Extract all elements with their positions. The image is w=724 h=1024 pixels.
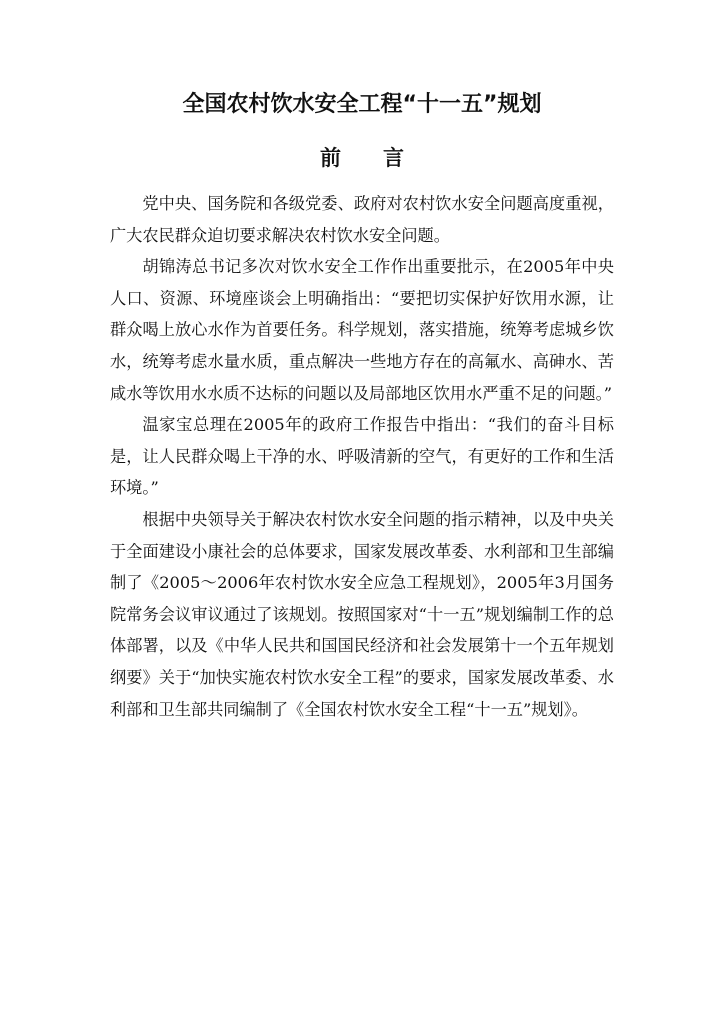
- paragraph-3: 温家宝总理在2005年的政府工作报告中指出：“我们的奋斗目标是，让人民群众喝上干净的水、呼吸清新的空气，有更好的工作和生活环境。”: [110, 415, 614, 498]
- section-heading-char-2: 言: [383, 146, 404, 170]
- paragraph-4: 根据中央领导关于解决农村饮水安全问题的指示精神，以及中央关于全面建设小康社会的总体要求，国家发展改革委、水利部和卫生部编制了《2005～2006年农村饮水安全应急工程规划》，2005年3月国务院常务会议审议通过了该规划。按照国家对“十一五”规划编制工作的总体部署，以及《中华人民共和国国民经济和社会发展第十一个五年规划纲要》关于“加快实施农村饮水安全工程”的要求，国家发展改革委、水利部和卫生部共同编制了《全国农村饮水安全工程“十一五”规划》。: [110, 509, 614, 719]
- paragraph-2: 胡锦涛总书记多次对饮水安全工作作出重要批示，在2005年中央人口、资源、环境座谈会上明确指出：“要把切实保护好饮用水源，让群众喝上放心水作为首要任务。科学规划，落实措施，统筹考虑城乡饮水，统筹考虑水量水质，重点解决一些地方存在的高氟水、高砷水、苦咸水等饮用水水质不达标的问题以及局部地区饮用水严重不足的问题。”: [110, 257, 614, 403]
- paragraph-1: 党中央、国务院和各级党委、政府对农村饮水安全问题高度重视，广大农民群众迫切要求解决农村饮水安全问题。: [110, 194, 614, 245]
- document-body: [110, 188, 614, 725]
- section-heading-preface: [0, 143, 724, 173]
- section-heading-char-1: 前: [320, 146, 341, 170]
- document-title: 全国农村饮水安全工程“十一五”规划: [182, 92, 542, 117]
